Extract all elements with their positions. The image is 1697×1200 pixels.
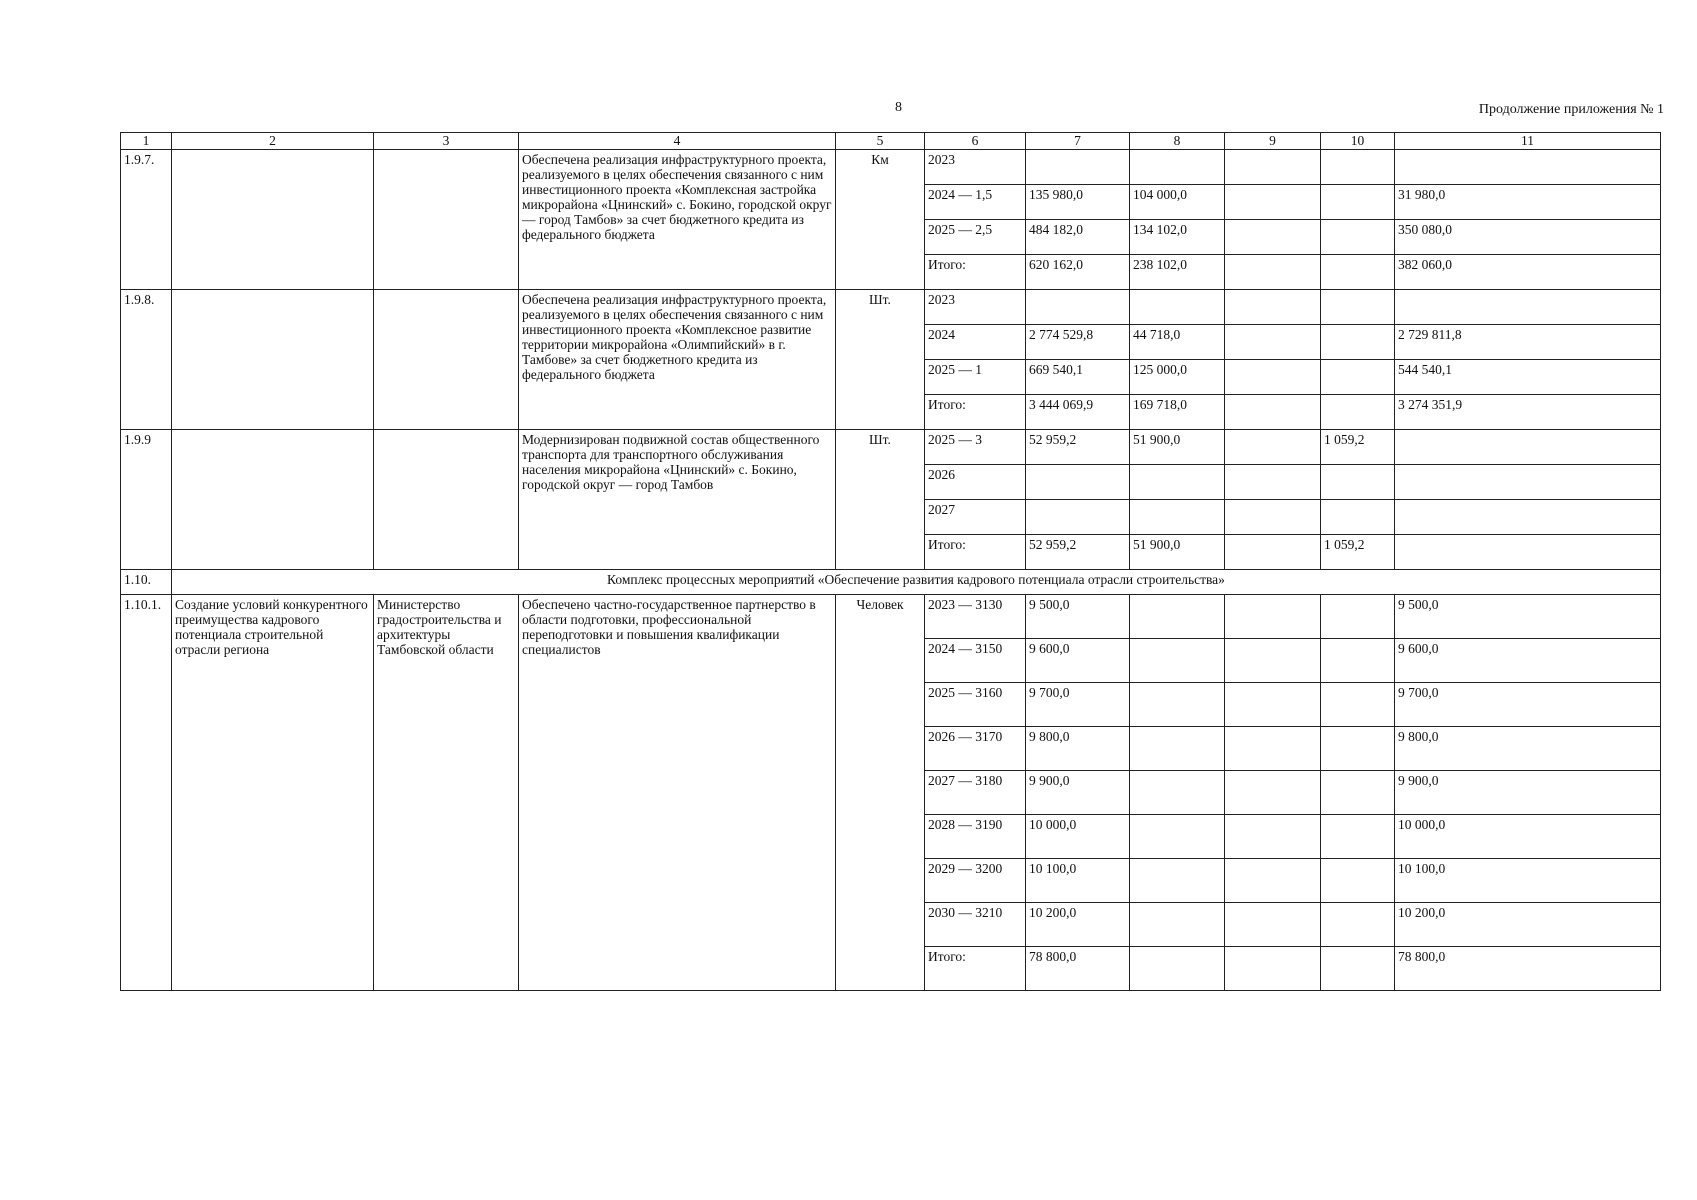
- value-cell: [1225, 395, 1321, 430]
- unit-cell: Км: [836, 150, 925, 290]
- value-cell: 9 600,0: [1395, 639, 1661, 683]
- value-cell: [1321, 325, 1395, 360]
- value-cell: [1225, 290, 1321, 325]
- table-row: [121, 290, 1661, 325]
- value-cell: [1225, 815, 1321, 859]
- value-cell: [1225, 430, 1321, 465]
- value-cell: [1225, 859, 1321, 903]
- value-cell: 78 800,0: [1395, 947, 1661, 991]
- result-description: Обеспечена реализация инфраструктурного проекта, реализуемого в целях обеспечения связанного с ним инвестиционного проекта «Комплексная застройка микрорайона «Цнинский» с. Бокино, городской округ — город Тамбов» за счет бюджетного кредита из федерального бюджета: [519, 150, 836, 290]
- value-cell: [1225, 465, 1321, 500]
- section-row: [121, 570, 1661, 595]
- value-cell: [1321, 859, 1395, 903]
- value-cell: [1321, 395, 1395, 430]
- row-id: 1.9.8.: [121, 290, 172, 430]
- value-cell: 78 800,0: [1026, 947, 1130, 991]
- value-cell: [1321, 947, 1395, 991]
- value-cell: [1130, 859, 1225, 903]
- value-cell: [1026, 290, 1130, 325]
- year-value-cell: 2024 — 3150: [925, 639, 1026, 683]
- value-cell: [1321, 220, 1395, 255]
- column-header: 10: [1321, 133, 1395, 150]
- value-cell: 9 500,0: [1026, 595, 1130, 639]
- value-cell: [1130, 290, 1225, 325]
- year-value-cell: 2025 — 1: [925, 360, 1026, 395]
- year-value-cell: 2026 — 3170: [925, 727, 1026, 771]
- value-cell: 620 162,0: [1026, 255, 1130, 290]
- row-id: 1.10.1.: [121, 595, 172, 991]
- value-cell: 31 980,0: [1395, 185, 1661, 220]
- column-number-row: [121, 133, 1661, 150]
- table-row: [121, 430, 1661, 465]
- year-value-cell: Итого:: [925, 395, 1026, 430]
- value-cell: 9 800,0: [1395, 727, 1661, 771]
- value-cell: [1130, 727, 1225, 771]
- row-id: 1.9.7.: [121, 150, 172, 290]
- value-cell: [1225, 220, 1321, 255]
- year-value-cell: 2027 — 3180: [925, 771, 1026, 815]
- column-header: 9: [1225, 133, 1321, 150]
- value-cell: [1225, 150, 1321, 185]
- section-title: Комплекс процессных мероприятий «Обеспечение развития кадрового потенциала отрасли строительства»: [172, 570, 1661, 595]
- value-cell: 9 600,0: [1026, 639, 1130, 683]
- column-header: 1: [121, 133, 172, 150]
- value-cell: [1321, 815, 1395, 859]
- year-value-cell: Итого:: [925, 947, 1026, 991]
- value-cell: [1130, 903, 1225, 947]
- unit-cell: Шт.: [836, 430, 925, 570]
- value-cell: 51 900,0: [1130, 430, 1225, 465]
- value-cell: 10 200,0: [1395, 903, 1661, 947]
- value-cell: [1321, 255, 1395, 290]
- value-cell: 9 700,0: [1395, 683, 1661, 727]
- column-header: 4: [519, 133, 836, 150]
- column-header: 5: [836, 133, 925, 150]
- value-cell: [1395, 150, 1661, 185]
- value-cell: [1225, 947, 1321, 991]
- year-value-cell: 2023: [925, 290, 1026, 325]
- value-cell: [1225, 535, 1321, 570]
- value-cell: [1225, 683, 1321, 727]
- value-cell: 2 729 811,8: [1395, 325, 1661, 360]
- value-cell: 135 980,0: [1026, 185, 1130, 220]
- value-cell: 9 700,0: [1026, 683, 1130, 727]
- value-cell: [1130, 639, 1225, 683]
- value-cell: 9 900,0: [1026, 771, 1130, 815]
- unit-cell: Шт.: [836, 290, 925, 430]
- page-number: 8: [895, 100, 902, 115]
- value-cell: 9 900,0: [1395, 771, 1661, 815]
- year-value-cell: 2023: [925, 150, 1026, 185]
- value-cell: 10 000,0: [1395, 815, 1661, 859]
- value-cell: [1130, 500, 1225, 535]
- value-cell: 104 000,0: [1130, 185, 1225, 220]
- activity-cell: [172, 150, 374, 290]
- value-cell: 484 182,0: [1026, 220, 1130, 255]
- year-value-cell: 2027: [925, 500, 1026, 535]
- value-cell: [1321, 771, 1395, 815]
- column-header: 3: [374, 133, 519, 150]
- column-header: 7: [1026, 133, 1130, 150]
- responsible-cell: [374, 430, 519, 570]
- value-cell: [1321, 683, 1395, 727]
- value-cell: [1130, 683, 1225, 727]
- year-value-cell: 2025 — 2,5: [925, 220, 1026, 255]
- value-cell: 544 540,1: [1395, 360, 1661, 395]
- value-cell: 9 500,0: [1395, 595, 1661, 639]
- activity-cell: Создание условий конкурентного преимущества кадрового потенциала строительной отрасли региона: [172, 595, 374, 991]
- activity-cell: [172, 430, 374, 570]
- year-value-cell: 2030 — 3210: [925, 903, 1026, 947]
- value-cell: 10 100,0: [1395, 859, 1661, 903]
- value-cell: [1225, 500, 1321, 535]
- year-value-cell: 2026: [925, 465, 1026, 500]
- value-cell: 52 959,2: [1026, 535, 1130, 570]
- value-cell: 44 718,0: [1130, 325, 1225, 360]
- value-cell: 52 959,2: [1026, 430, 1130, 465]
- value-cell: [1225, 903, 1321, 947]
- year-value-cell: 2023 — 3130: [925, 595, 1026, 639]
- activity-cell: [172, 290, 374, 430]
- value-cell: [1130, 465, 1225, 500]
- result-description: Модернизирован подвижной состав общественного транспорта для транспортного обслуживания населения микрорайона «Цнинский» с. Бокино, городской округ — город Тамбов: [519, 430, 836, 570]
- row-id: 1.9.9: [121, 430, 172, 570]
- value-cell: 10 000,0: [1026, 815, 1130, 859]
- value-cell: [1225, 185, 1321, 220]
- value-cell: [1321, 465, 1395, 500]
- value-cell: [1225, 360, 1321, 395]
- appendix-continuation-note: Продолжение приложения № 1: [1478, 102, 1664, 117]
- value-cell: 238 102,0: [1130, 255, 1225, 290]
- value-cell: [1321, 185, 1395, 220]
- value-cell: 3 444 069,9: [1026, 395, 1130, 430]
- value-cell: [1395, 430, 1661, 465]
- column-header: 6: [925, 133, 1026, 150]
- value-cell: [1225, 595, 1321, 639]
- year-value-cell: 2028 — 3190: [925, 815, 1026, 859]
- value-cell: [1395, 465, 1661, 500]
- value-cell: [1321, 727, 1395, 771]
- value-cell: 125 000,0: [1130, 360, 1225, 395]
- responsible-cell: [374, 150, 519, 290]
- value-cell: [1395, 500, 1661, 535]
- value-cell: [1395, 290, 1661, 325]
- value-cell: [1026, 500, 1130, 535]
- value-cell: [1130, 947, 1225, 991]
- value-cell: 10 100,0: [1026, 859, 1130, 903]
- year-value-cell: 2025 — 3: [925, 430, 1026, 465]
- value-cell: [1321, 595, 1395, 639]
- value-cell: [1130, 815, 1225, 859]
- value-cell: [1130, 771, 1225, 815]
- value-cell: 1 059,2: [1321, 430, 1395, 465]
- column-header: 2: [172, 133, 374, 150]
- column-header: 8: [1130, 133, 1225, 150]
- responsible-cell: [374, 290, 519, 430]
- value-cell: 2 774 529,8: [1026, 325, 1130, 360]
- value-cell: [1225, 727, 1321, 771]
- year-value-cell: Итого:: [925, 535, 1026, 570]
- value-cell: [1321, 360, 1395, 395]
- value-cell: [1225, 325, 1321, 360]
- year-value-cell: Итого:: [925, 255, 1026, 290]
- value-cell: [1026, 150, 1130, 185]
- value-cell: 3 274 351,9: [1395, 395, 1661, 430]
- value-cell: 350 080,0: [1395, 220, 1661, 255]
- value-cell: 134 102,0: [1130, 220, 1225, 255]
- value-cell: [1395, 535, 1661, 570]
- value-cell: 51 900,0: [1130, 535, 1225, 570]
- responsible-cell: Министерство градостроительства и архитектуры Тамбовской области: [374, 595, 519, 991]
- value-cell: [1321, 639, 1395, 683]
- value-cell: [1321, 500, 1395, 535]
- year-value-cell: 2024 — 1,5: [925, 185, 1026, 220]
- value-cell: 669 540,1: [1026, 360, 1130, 395]
- result-description: Обеспечена реализация инфраструктурного проекта, реализуемого в целях обеспечения связанного с ним инвестиционного проекта «Комплексное развитие территории микрорайона «Олимпийский» в г. Тамбове» за счет бюджетного кредита из федерального бюджета: [519, 290, 836, 430]
- unit-cell: Человек: [836, 595, 925, 991]
- section-id: 1.10.: [121, 570, 172, 595]
- year-value-cell: 2025 — 3160: [925, 683, 1026, 727]
- value-cell: [1321, 903, 1395, 947]
- column-header: 11: [1395, 133, 1661, 150]
- year-value-cell: 2024: [925, 325, 1026, 360]
- value-cell: [1026, 465, 1130, 500]
- value-cell: [1130, 595, 1225, 639]
- table-row: [121, 150, 1661, 185]
- value-cell: 1 059,2: [1321, 535, 1395, 570]
- value-cell: [1321, 150, 1395, 185]
- appendix-table: [120, 132, 1661, 991]
- value-cell: [1225, 639, 1321, 683]
- value-cell: 9 800,0: [1026, 727, 1130, 771]
- value-cell: [1321, 290, 1395, 325]
- value-cell: [1225, 255, 1321, 290]
- value-cell: 10 200,0: [1026, 903, 1130, 947]
- value-cell: [1130, 150, 1225, 185]
- value-cell: 169 718,0: [1130, 395, 1225, 430]
- year-value-cell: 2029 — 3200: [925, 859, 1026, 903]
- value-cell: 382 060,0: [1395, 255, 1661, 290]
- result-description: Обеспечено частно-государственное партнерство в области подготовки, профессиональной переподготовки и повышения квалификации специалистов: [519, 595, 836, 991]
- table-row: [121, 595, 1661, 639]
- value-cell: [1225, 771, 1321, 815]
